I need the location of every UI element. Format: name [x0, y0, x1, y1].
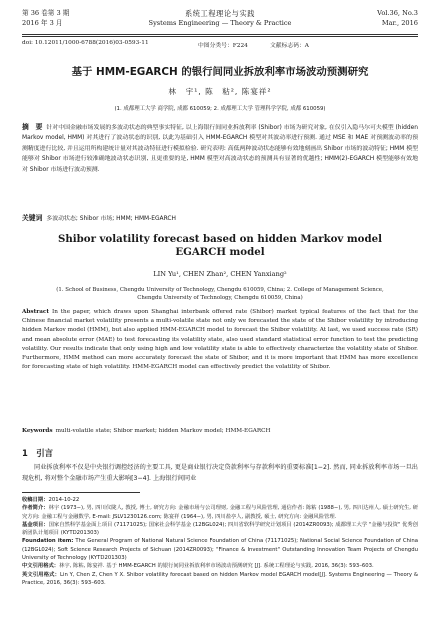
- keywords-zh-text: 多波动状态; Shibor 市场; HMM; HMM-EGARCH: [46, 216, 176, 222]
- date-en: Mar., 2016: [381, 18, 418, 27]
- volume-issue-en: Vol.36, No.3: [377, 9, 418, 17]
- affiliation-en: [30, 286, 410, 302]
- keywords-en-text: multi-volatile state; Shibor market; hidden Markov model; HMM-EGARCH: [55, 428, 271, 434]
- header-rule-thin: [22, 36, 418, 37]
- introduction-body: 同业拆放利率不仅是中央银行调控经济的主要工具, 更是商业银行决定贷款利率与存款利率的重要标准[1−2]. 然而, 同业拆放利率市场一旦出现危机, 将对整个金融市场产生重大影响[3−4]. 上海银行间同业: [22, 464, 418, 483]
- keywords-en: [22, 428, 418, 434]
- affiliation-en-line1: (1. School of Business, Chengdu University of Technology, Chengdu 610059, China; 2. College of Management Science,: [56, 287, 384, 293]
- journal-name-en: Systems Engineering — Theory & Practice: [148, 18, 292, 27]
- date-zh: 2016 年 3 月: [22, 18, 63, 27]
- abstract-zh: [22, 122, 418, 175]
- doi: doi: 10.12011/1000-6788(2016)03-0593-11: [22, 40, 149, 46]
- abstract-en-text: In the paper, which draws upon Shanghai interbank offered rate (Shibor) market typical features of the fact that for the Chinese financial market volatility presents a multi-volatile state not only we forecasted the state of the Shibor volatility by introducing hidden Markov model (HMM), but also applied HMM-EGARCH model to forecast the Shibor volatility. At last, we used success rate (SR) and mean absolute error (MAE) to test forecasting its volatility state, also used standard statistical error function to test the predicting volatility. Our results indicate that only using high and low volatility state is able to effectively characterize the volatility state of Shibor. Furthermore, HMM method can more accurately forecast the state of Shibor, and it is more important that HMM has more excellence for forecasting state of high volatility. HMM-EGARCH model can effectively predict the volatility of Shibor.: [22, 309, 418, 371]
- title-en-line2: EGARCH model: [175, 245, 265, 258]
- header-right: [328, 9, 418, 28]
- keywords-zh-label: 关键词: [22, 214, 43, 222]
- title-zh: 基于 HMM-EGARCH 的银行间同业拆放利率市场波动预测研究: [71, 66, 369, 78]
- footnote-fund: 基金项目：国家自然科学基金面上项目 (71171025); 国家社会科学基金 (12BGL024); 四川省软科学研究计划项目 (2014ZR0093); 成都理工大学 "金融与投资" 优秀创新团队计划项目 (KYTD201303): [22, 521, 418, 537]
- footnotes: [22, 496, 418, 587]
- abstract-zh-text: 针对中国金融市场发展的多波动状态的典型事实特征, 以上海银行间同业拆放利率 (Shibor) 市场为研究对象, 在仅引入隐马尔可夫模型 (hidden Markov model, HMM) 对其进行了波动状态的识别, 以此为基础引入 HMM-EGARCH 模型对其波动率进行预测. 通过 MSE 和 MAE 对预测波动率的预测精度进行比较, 并且运用所构建统计量对其波动特征进行模拟检验. 研究表明: 高低两种波动状态能够有效地刻画出 Shibor 市场的波动特征; HMM 模型能够对 Shibor 市场进行较准确地波动状态识别, 且更重要的是, HMM 模型对高波动状态的预测具有显著的优越性; HMM(2)-EGARCH 模型能够有效地对 Shibor 市场进行波动预测.: [22, 125, 418, 173]
- abstract-en-label: Abstract: [22, 309, 49, 315]
- affiliation-zh: (1. 成都理工大学 商学院, 成都 610059; 2. 成都理工大学 管理科学学院, 成都 610059): [114, 106, 326, 112]
- footnote-cite-zh: 中文引用格式：林宇, 陈粘, 陈宴祥. 基于 HMM-EGARCH 的银行间同业拆放利率市场波动预测研究 [J]. 系统工程理论与实践, 2016, 36(3): 593–603.: [22, 563, 374, 570]
- footnote-author: 作者简介：林宇 (1973−), 男, 四川仪陇人, 教授, 博士, 研究方向: 金融市场与公司理财, 金融工程与风险管理, 通信作者: 陈粘 (1988−), 男, 四川达州人, 硕士研究生, 研究方向: 金融工程与金融数学, E-mail: JSLV1230126.com; 陈宴祥 (1964−), 男, 四川盐亭人, 副教授, 硕士, 研究方向: 金融风险管理.: [22, 505, 418, 520]
- article-meta: [22, 40, 418, 49]
- header-rule: [22, 34, 418, 35]
- footnote-rule: [22, 492, 140, 493]
- volume-issue-zh: 第 36 卷第 3 期: [22, 9, 70, 17]
- authors-en: LIN Yu¹, CHEN Zhan², CHEN Yanxiang²: [153, 270, 287, 278]
- footnote-foundation: Foundation item: The General Program of National Natural Science Foundation of China (71171025); National Social Science Foundation of China (12BGL024); Soft Science Research Projects of Sichuan (2014ZR0093); "Finance & Investment" Outstanding Innovation Team Projects of Chengdu University of Technology (KYTD201303): [22, 538, 418, 562]
- affiliation-en-line2: Chengdu University of Technology, Chengdu 610059, China): [137, 295, 303, 302]
- journal-name-zh: 系统工程理论与实践: [184, 9, 256, 18]
- abstract-zh-label: 摘 要: [22, 123, 43, 131]
- keywords-en-label: Keywords: [22, 428, 53, 434]
- footnote-cite-en: 英文引用格式：Lin Y, Chen Z, Chen Y X. Shibor volatility forecast based on hidden Markov model EGARCH model[J]. Systems Engineering — Theory & Practice, 2016, 36(3): 593–603.: [22, 571, 418, 586]
- section-heading-introduction: 1 引言: [22, 448, 53, 458]
- document-code: 文献标志码：A: [270, 43, 309, 49]
- authors-zh: 林 宇¹, 陈 粘², 陈宴祥²: [168, 87, 272, 96]
- title-en: [22, 233, 418, 258]
- footnote-received: 收稿日期：2014-10-22: [22, 497, 80, 503]
- title-en-line1: Shibor volatility forecast based on hidden Markov model: [58, 233, 382, 245]
- clc-number: 中图分类号：F224: [198, 43, 248, 49]
- abstract-en: [22, 308, 418, 372]
- journal-header: [22, 5, 418, 33]
- keywords-zh: [22, 212, 418, 222]
